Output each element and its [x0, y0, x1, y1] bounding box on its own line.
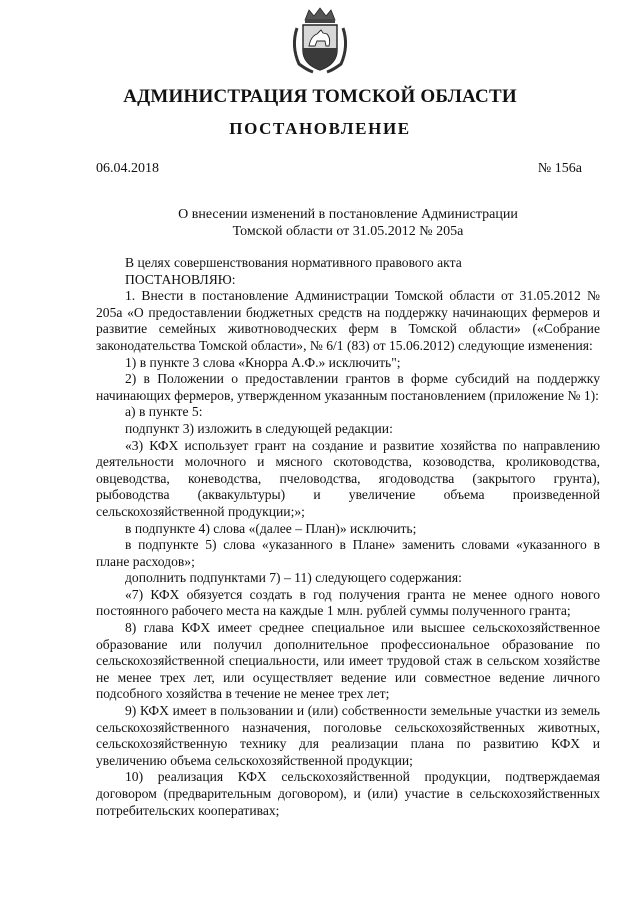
paragraph: подпункт 3) изложить в следующей редакции: [125, 420, 393, 436]
preamble: В целях совершенствования нормативного правового акта [125, 255, 462, 270]
resolution-word: ПОСТАНОВЛЯЮ: [125, 271, 236, 287]
document-number: № 156а [537, 161, 582, 176]
document-title [96, 206, 600, 240]
document-date: 06.04.2018 [96, 161, 159, 176]
paragraph: в подпункте 5) слова «указанного в Плане» заменить словами «указанного в плане расходов»; [96, 537, 600, 569]
document-type: ПОСТАНОВЛЕНИЕ [229, 119, 411, 138]
paragraph: а) в пункте 5: [125, 404, 203, 420]
paragraph: 1. Внести в постановление Администрации Томской области от 31.05.2012 № 205а «О предоставлении бюджетных средств на поддержку начинающих фермеров и развитие семейных животноводческих ферм в Томской области» («Собрание законодательства Томской области», № 6/1 (83) от 15.06.2012) следующие изменения: [96, 288, 600, 353]
paragraph: дополнить подпунктами 7) – 11) следующего содержания: [125, 570, 462, 586]
paragraph: в подпункте 4) слова «(далее – План)» исключить; [125, 520, 417, 536]
paragraph: «7) КФХ обязуется создать в год получения гранта не менее одного нового постоянного рабочего места на каждые 1 млн. рублей суммы полученного гранта; [96, 586, 600, 619]
title-line: О внесении изменений в постановление Администрации [178, 207, 518, 222]
organization-name: АДМИНИСТРАЦИЯ ТОМСКОЙ ОБЛАСТИ [123, 86, 517, 107]
paragraph: 10) реализация КФХ сельскохозяйственной продукции, подтверждаемая договором (предварительным договором), и (или) участие в сельскохозяйственных потребительских кооперативах; [96, 769, 600, 818]
coat-of-arms-icon [287, 6, 353, 76]
paragraph: 1) в пункте 3 слова «Кнорра А.Ф.» исключить"; [125, 354, 401, 370]
paragraph: 8) глава КФХ имеет среднее специальное или высшее сельскохозяйственное образование или получил дополнительное профессиональное образование по сельскохозяйственной специальности, или имеет трудовой стаж в сельском хозяйстве не менее трех лет, или осуществляет ведение или совместное ведение личного подсобного хозяйства в течение не менее трех лет; [96, 620, 600, 702]
title-line: Томской области от 31.05.2012 № 205а [232, 224, 464, 239]
document-body [96, 255, 600, 819]
paragraph: «3) КФХ использует грант на создание и развитие хозяйства по направлению деятельности молочного и мясного скотоводства, козоводства, кролиководства, овцеводства, коневодства, пчеловодства, ягодоводства (закрытого грунта), рыбоводства (аквакультуры) и увеличение объема произведенной сельскохозяйственной продукции;»; [96, 437, 600, 519]
paragraph: 2) в Положении о предоставлении грантов в форме субсидий на поддержку начинающих фермеров, утвержденном указанным постановлением (приложение № 1): [96, 371, 600, 403]
paragraph: 9) КФХ имеет в пользовании и (или) собственности земельные участки из земель сельскохозяйственного назначения, поголовье сельскохозяйственных животных, сельскохозяйственную технику для реализации плана по развитию КФХ и увеличению объема сельскохозяйственной продукции; [96, 703, 600, 768]
